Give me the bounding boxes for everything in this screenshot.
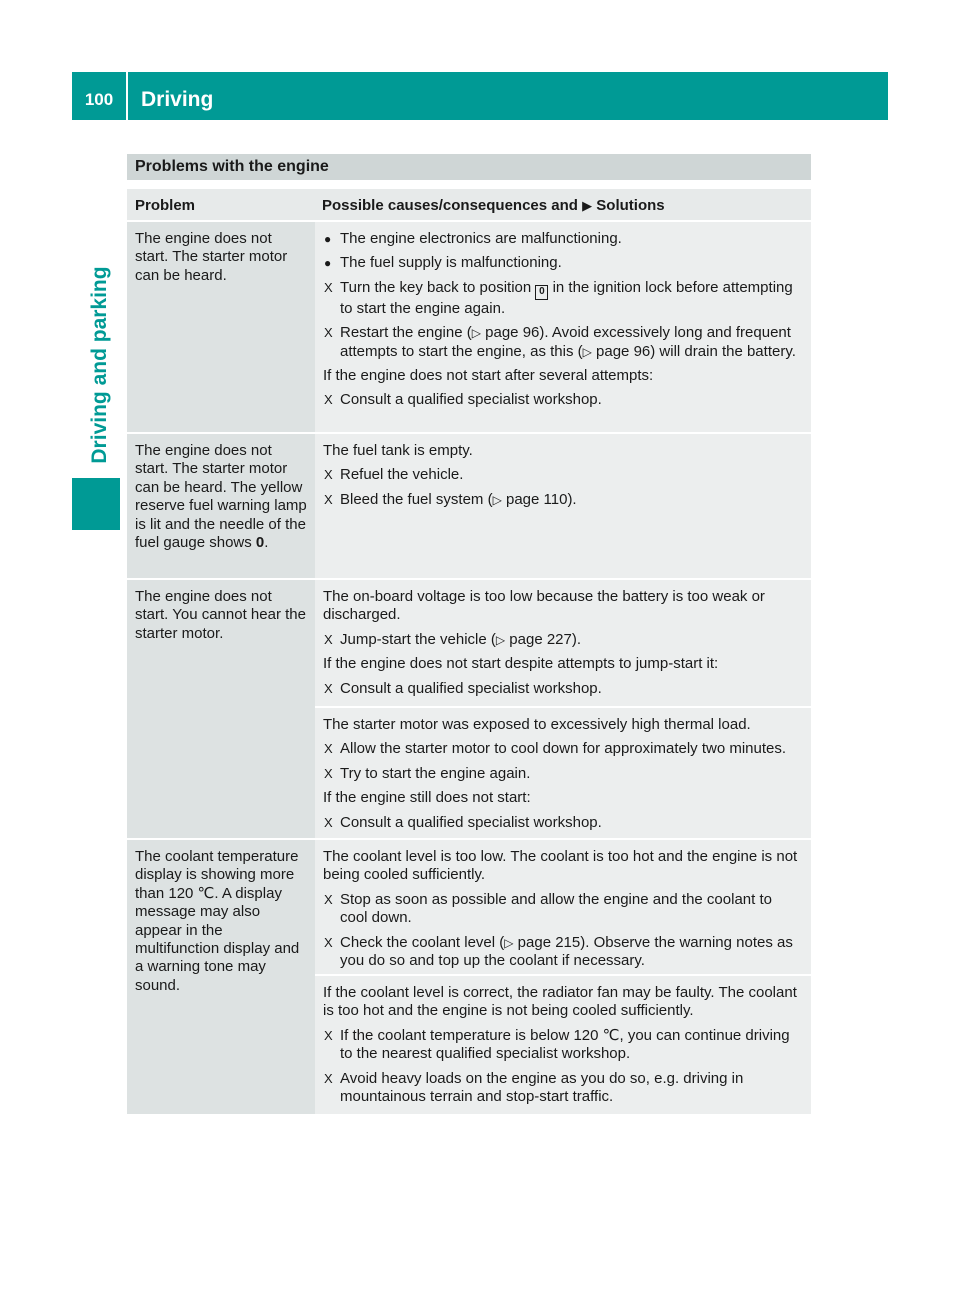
step-text: Consult a qualified specialist workshop.: [340, 679, 602, 697]
step-text: ) will drain the battery.: [650, 342, 796, 360]
header-solution-text: Possible causes/consequences and: [322, 197, 578, 214]
step-text: Avoid heavy loads on the engine as you do so, e.g. driving in mountainous terrain and stop-start traffic.: [340, 1069, 744, 1106]
solution-block: [315, 708, 811, 838]
step-arrow-icon: X: [324, 765, 333, 781]
step-arrow-icon: X: [324, 491, 333, 507]
step-arrow-icon: X: [324, 680, 333, 696]
solution-step: [323, 631, 803, 649]
info-text: If the engine still does not start:: [323, 789, 531, 807]
step-arrow-icon: X: [324, 1070, 333, 1086]
cause-text: The fuel tank is empty.: [323, 442, 473, 459]
step-text: ). Avoid excessively long and frequent attempts to start the engine, as this (: [340, 324, 791, 360]
table-row: [127, 222, 811, 434]
page-ref-icon: ▷: [492, 492, 502, 507]
table-row: [127, 840, 811, 1114]
solution-step: [323, 740, 803, 758]
step-arrow-icon: X: [324, 467, 333, 483]
step-text: ).: [567, 490, 577, 508]
problem-cell: The coolant temperature display is showing more than 120 ℃. A display message may also appear in the multifunction display and a warning tone may sound.: [127, 840, 315, 1114]
cause-item: [323, 230, 803, 248]
solution-block: [315, 976, 811, 1114]
step-text: If the coolant temperature is below 120 ℃, you can continue driving to the nearest qualified specialist workshop.: [340, 1026, 790, 1063]
page-reference-link[interactable]: page 215: [517, 933, 581, 951]
step-arrow-icon: X: [324, 891, 333, 907]
page-ref-icon: ▷: [504, 935, 514, 950]
solution-block: [315, 222, 811, 432]
page-reference-link[interactable]: page 96: [485, 324, 540, 342]
problem-text: .: [264, 534, 269, 552]
page-reference-link[interactable]: page 96: [596, 342, 651, 360]
problem-cell: The engine does not start. The starter motor can be heard.: [127, 222, 315, 432]
problems-table: [127, 189, 811, 1114]
page-ref-icon: ▷: [495, 632, 506, 647]
step-text: Jump-start the vehicle (: [340, 630, 496, 648]
step-arrow-icon: X: [324, 934, 333, 950]
bullet-icon: ●: [324, 256, 332, 271]
info-text: If the engine does not start after several attempts:: [323, 367, 654, 385]
header-solution: [127, 189, 811, 220]
step-text: ).: [571, 630, 582, 648]
step-text: Check the coolant level (: [340, 933, 505, 951]
cause-text: The engine electronics are malfunctioning.: [340, 230, 622, 247]
cause-text: If the coolant level is correct, the radiator fan may be faulty. The coolant is too hot and the engine is not being cooled sufficiently.: [323, 984, 797, 1020]
solution-step: [323, 466, 803, 484]
solution-block: [315, 580, 811, 708]
solution-block: [315, 840, 811, 976]
step-text: Consult a qualified specialist workshop.: [340, 391, 602, 409]
solution-block: [315, 434, 811, 578]
bullet-icon: ●: [324, 232, 332, 246]
info-text: If the engine does not start despite attempts to jump-start it:: [323, 655, 719, 673]
header-solution-text-2: Solutions: [596, 197, 665, 214]
solution-step: [323, 814, 803, 832]
step-text: Try to start the engine again.: [340, 764, 531, 782]
problem-text: The engine does not start. The starter motor can be heard. The yellow reserve fuel warning lamp is lit and the needle of the fuel gauge shows: [135, 442, 307, 552]
fuel-gauge-value: 0: [255, 534, 265, 552]
solution-cell: [315, 580, 811, 838]
key-position-icon: 0: [535, 285, 548, 300]
step-arrow-icon: X: [324, 741, 333, 757]
cause-text: The fuel supply is malfunctioning.: [340, 254, 562, 272]
problem-cell: [127, 434, 315, 578]
cause-text: The starter motor was exposed to excessively high thermal load.: [323, 716, 751, 733]
solution-step: [323, 1070, 803, 1107]
table-header-row: [127, 189, 811, 222]
side-tab-label: Driving and parking: [88, 266, 111, 464]
side-tab-marker: [72, 478, 120, 530]
step-arrow-icon: X: [324, 392, 333, 408]
step-arrow-icon: X: [324, 279, 333, 295]
page-reference-link[interactable]: page 227: [509, 630, 572, 648]
solution-step: [323, 891, 803, 928]
step-text: in the ignition lock before attempting to start the engine again.: [340, 278, 793, 317]
solution-step: [323, 324, 803, 361]
step-text: Restart the engine (: [340, 324, 472, 342]
step-arrow-icon: X: [324, 1027, 333, 1043]
step-text: Turn the key back to position: [340, 278, 532, 296]
solution-step: [323, 1027, 803, 1064]
step-arrow-icon: X: [324, 814, 333, 830]
page-ref-icon: ▷: [582, 344, 592, 359]
solution-step: [323, 765, 803, 783]
solution-cell: [315, 840, 811, 1114]
section-title: Problems with the engine: [127, 154, 811, 180]
solution-arrow-icon: ▶: [582, 198, 593, 213]
header-problem: Problem: [135, 197, 196, 214]
table-row: [127, 580, 811, 840]
solution-cell: [315, 222, 811, 432]
step-text: ). Observe the warning notes as you do so and top up the coolant if necessary.: [340, 933, 793, 970]
step-arrow-icon: X: [324, 631, 333, 647]
table-row: [127, 434, 811, 580]
step-arrow-icon: X: [324, 325, 333, 341]
step-text: Refuel the vehicle.: [340, 466, 464, 484]
step-text: Stop as soon as possible and allow the engine and the coolant to cool down.: [340, 890, 772, 927]
problem-cell: The engine does not start. You cannot hear the starter motor.: [127, 580, 315, 838]
step-text: Allow the starter motor to cool down for approximately two minutes.: [340, 740, 787, 758]
solution-step: [323, 680, 803, 698]
cause-item: [323, 254, 803, 272]
solution-step: [323, 934, 803, 971]
cause-text: The coolant level is too low. The coolant is too hot and the engine is not being cooled sufficiently.: [323, 848, 798, 884]
step-text: Consult a qualified specialist workshop.: [340, 813, 602, 831]
page-reference-link[interactable]: page 110: [505, 490, 568, 508]
solution-cell: [315, 434, 811, 578]
page-ref-icon: ▷: [471, 326, 481, 341]
step-text: Bleed the fuel system (: [340, 490, 493, 508]
header-divider: [126, 72, 128, 120]
page-number: 100: [84, 90, 114, 109]
header-title: Driving: [141, 88, 214, 111]
solution-step: [323, 391, 803, 409]
solution-step: [323, 491, 803, 509]
solution-step: [323, 279, 803, 318]
cause-text: The on-board voltage is too low because the battery is too weak or discharged.: [323, 588, 765, 624]
